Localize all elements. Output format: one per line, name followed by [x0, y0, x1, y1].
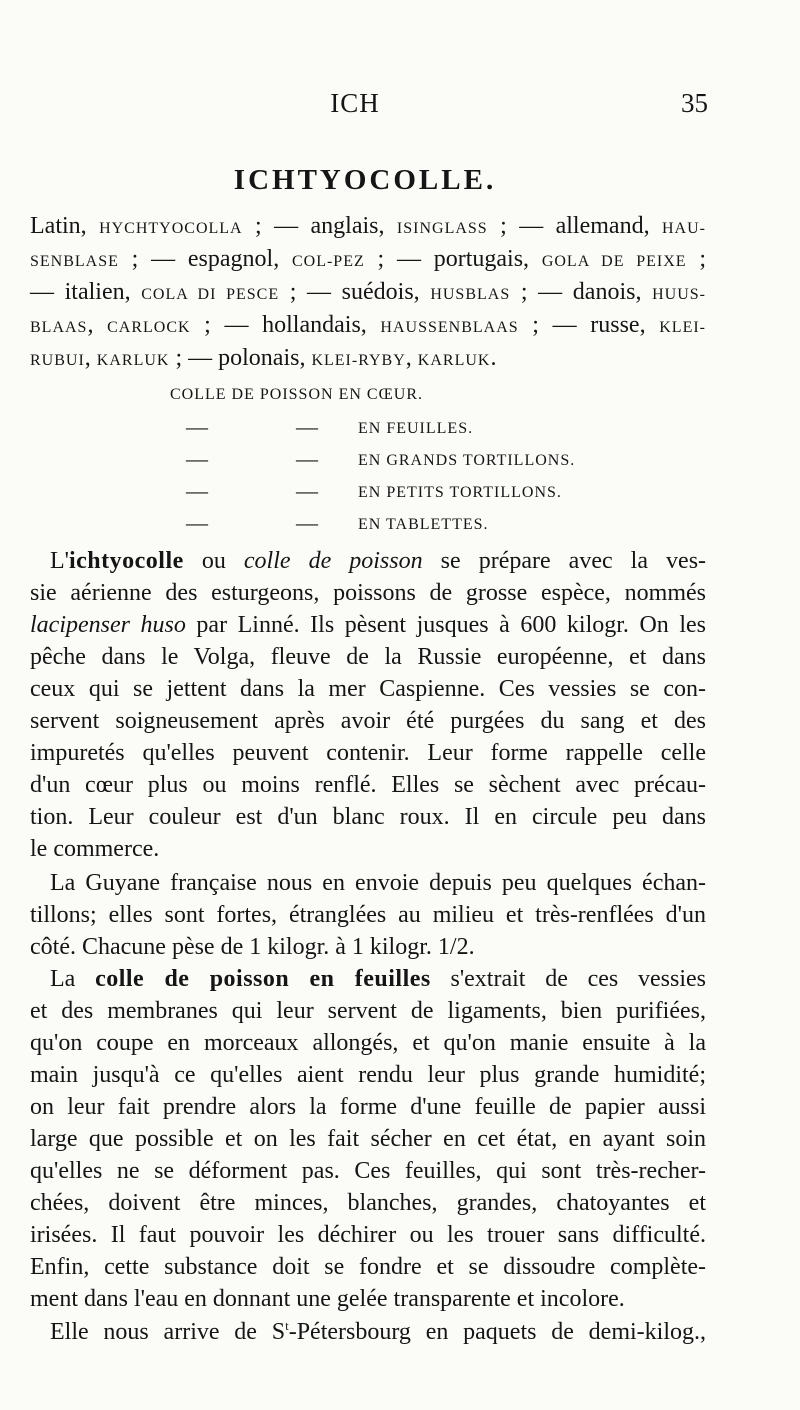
body-line	[30, 1190, 706, 1217]
text-run: ; — anglais,	[242, 213, 397, 239]
translations-line-1	[30, 213, 706, 240]
body-line	[50, 1318, 706, 1346]
text-run: L'	[50, 548, 69, 574]
text-run: par Linné. Ils pèsent jusques à 600 kilogr. On les	[185, 612, 707, 638]
term-polish-alt: KARLUK	[417, 352, 491, 369]
text-run: ;	[686, 246, 706, 272]
text-run: ,	[405, 345, 418, 371]
term-dutch: HAUSSENBLAAS	[380, 319, 519, 336]
running-head-title: ICH	[330, 88, 380, 118]
text-run: ,	[84, 345, 97, 371]
page-number: 35	[681, 88, 708, 118]
term-german: SENBLASE	[30, 253, 119, 270]
ditto-dash: —	[296, 510, 318, 535]
body-line	[30, 1062, 706, 1089]
term-bold: ichtyocolle	[68, 548, 184, 574]
term-english: ISINGLASS	[396, 220, 488, 237]
term-latin: HYCHTYOCOLLA	[99, 220, 243, 237]
text-run: sie aérienne des esturgeons, poissons de grosse espèce, nommés	[30, 580, 706, 606]
text-run: ; — portugais,	[364, 246, 542, 272]
body-line	[30, 772, 706, 799]
variant-heading: COLLE DE POISSON EN CŒUR.	[170, 386, 424, 403]
text-run: le commerce.	[30, 836, 160, 862]
text-run: ; — hollandais,	[190, 312, 381, 338]
ditto-dash: —	[296, 414, 318, 439]
term-german: HAU-	[661, 220, 706, 237]
ditto-dash: —	[186, 446, 208, 471]
text-run: servent soigneusement après avoir été purgées du sang et des	[30, 708, 706, 734]
text-run: et des membranes qui leur servent de ligaments, bien purifiées,	[30, 998, 706, 1024]
text-run: .	[490, 345, 497, 371]
text-run: large que possible et on les fait sécher en cet état, en ayant soin	[30, 1126, 706, 1152]
text-run: d'un cœur plus ou moins renflé. Elles se sèchent avec précau-	[30, 772, 706, 798]
body-line	[30, 708, 706, 735]
body-line	[50, 870, 706, 897]
text-run: ; — allemand,	[487, 213, 662, 239]
text-run: ; — danois,	[510, 279, 653, 305]
text-run: La	[50, 966, 96, 992]
text-run: ceux qui se jettent dans la mer Caspienne. Ces vessies se con-	[30, 676, 706, 702]
ditto-dash: —	[186, 478, 208, 503]
ditto-dash: —	[186, 510, 208, 535]
body-line	[30, 1030, 706, 1057]
body-line	[30, 676, 706, 703]
text-run: Elle nous arrive de S	[50, 1319, 286, 1345]
ditto-dash: —	[296, 446, 318, 471]
text-run: ; — polonais,	[169, 345, 312, 371]
term-russian: RUBUI	[30, 352, 85, 369]
text-run: ; — suédois,	[279, 279, 431, 305]
superscript: t	[285, 1318, 289, 1333]
body-line	[30, 1094, 706, 1121]
body-line	[30, 998, 706, 1025]
term-polish: KLEI-RYBY	[311, 352, 406, 369]
variant-item: EN GRANDS TORTILLONS.	[358, 452, 576, 469]
translations-line-4	[30, 312, 706, 339]
body-line	[30, 644, 706, 671]
text-run: main jusqu'à ce qu'elles aient rendu leur plus grande humidité;	[30, 1062, 706, 1088]
body-line	[30, 1126, 706, 1153]
translations-line-3	[30, 279, 706, 306]
body-line	[30, 1286, 706, 1313]
text-run: ou	[183, 548, 244, 574]
body-line	[30, 740, 706, 767]
body-line	[30, 902, 706, 929]
text-run: qu'on coupe en morceaux allongés, et qu'on manie ensuite à la	[30, 1030, 706, 1056]
term-spanish: COL-PEZ	[291, 253, 365, 270]
term-italic: colle de poisson	[243, 548, 423, 574]
text-run: côté. Chacune pèse de 1 kilogr. à 1 kilogr. 1/2.	[30, 934, 475, 960]
term-danish: BLAAS	[30, 319, 88, 336]
text-run: La Guyane française nous en envoie depuis peu quelques échan-	[50, 870, 706, 896]
text-run: -Pétersbourg en paquets de demi-kilog.,	[288, 1319, 706, 1345]
ditto-dash: —	[296, 478, 318, 503]
body-line	[30, 1222, 706, 1249]
term-portuguese: GOLA DE PEIXE	[541, 253, 687, 270]
text-run: ; — espagnol,	[118, 246, 292, 272]
text-run: Enfin, cette substance doit se fondre et se dissoudre complète-	[30, 1254, 706, 1280]
translations-line-2	[30, 246, 706, 273]
term-danish-alt: CARLOCK	[107, 319, 191, 336]
body-line	[30, 580, 706, 607]
term-italic: lacipenser huso	[30, 612, 186, 638]
text-run: irisées. Il faut pouvoir les déchirer ou les trouer sans difficulté.	[30, 1222, 706, 1248]
body-line	[30, 836, 706, 863]
ditto-dash: —	[186, 414, 208, 439]
text-run: Latin,	[30, 213, 100, 239]
text-run: pêche dans le Volga, fleuve de la Russie européenne, et dans	[30, 644, 706, 670]
term-russian: KLEI-	[659, 319, 706, 336]
body-line	[30, 934, 706, 961]
term-italian: COLA DI PESCE	[141, 286, 280, 303]
text-run: tion. Leur couleur est d'un blanc roux. Il en circule peu dans	[30, 804, 706, 830]
text-run: qu'elles ne se déforment pas. Ces feuilles, qui sont très-recher-	[30, 1158, 706, 1184]
variant-item: EN FEUILLES.	[358, 420, 474, 437]
term-bold: colle de poisson en feuilles	[95, 966, 431, 992]
running-head	[0, 88, 800, 128]
text-run: se prépare avec la ves-	[422, 548, 707, 574]
body-line	[50, 548, 706, 575]
text-run: ,	[87, 312, 108, 338]
term-swedish: HUSBLAS	[430, 286, 511, 303]
text-run: ment dans l'eau en donnant une gelée transparente et incolore.	[30, 1286, 625, 1312]
variant-item: EN TABLETTES.	[358, 516, 489, 533]
text-run: chées, doivent être minces, blanches, grandes, chatoyantes et	[30, 1190, 706, 1216]
translations-line-5	[30, 345, 706, 372]
body-line	[50, 966, 706, 993]
text-run: ; — russe,	[518, 312, 660, 338]
text-run: — italien,	[30, 279, 142, 305]
body-line	[30, 804, 706, 831]
text-run: on leur fait prendre alors la forme d'une feuille de papier aussi	[30, 1094, 706, 1120]
body-line	[30, 1158, 706, 1185]
variant-item: EN PETITS TORTILLONS.	[358, 484, 562, 501]
term-russian-alt: KARLUK	[96, 352, 170, 369]
body-line	[30, 612, 706, 639]
text-run: impuretés qu'elles peuvent contenir. Leur forme rappelle celle	[30, 740, 706, 766]
text-run: s'extrait de ces vessies	[430, 966, 706, 992]
text-run: tillons; elles sont fortes, étranglées au milieu et très-renflées d'un	[30, 902, 706, 928]
term-danish: HUUS-	[652, 286, 706, 303]
body-line	[30, 1254, 706, 1281]
article-title: ICHTYOCOLLE.	[233, 164, 497, 196]
